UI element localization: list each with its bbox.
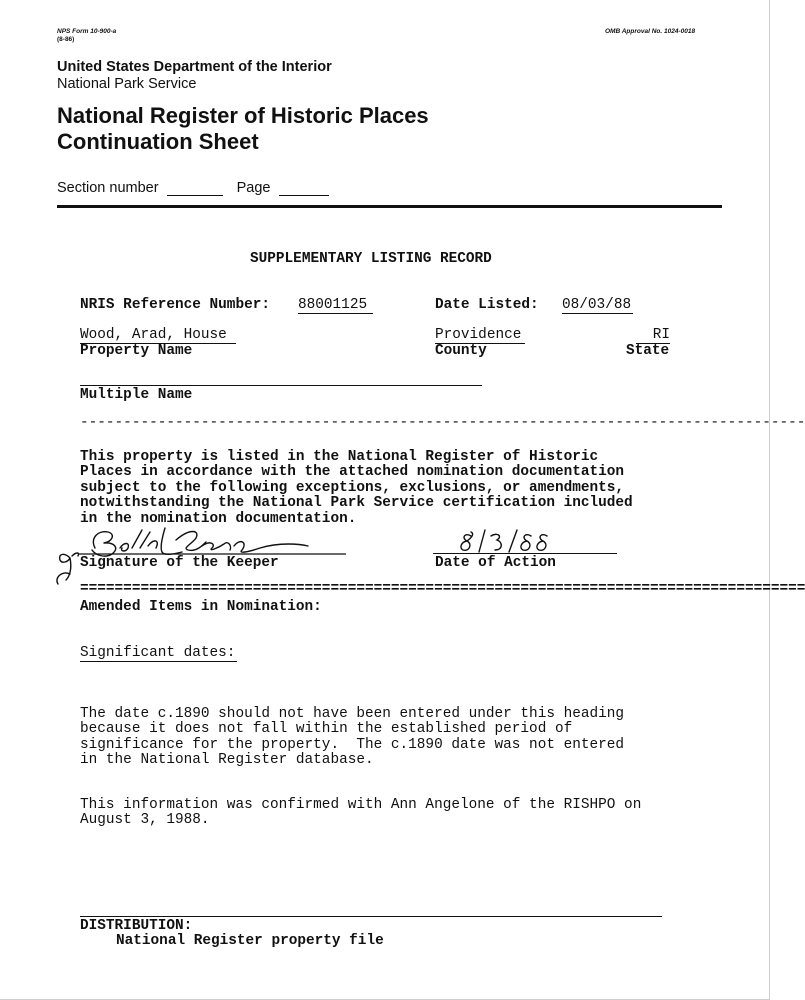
property-name-value: Wood, Arad, House — [80, 328, 236, 344]
form-subtitle: Continuation Sheet — [57, 129, 259, 154]
signature-label: Signature of the Keeper — [80, 555, 279, 571]
distribution-label: DISTRIBUTION: — [80, 918, 193, 934]
form-number: NPS Form 10-900-a — [57, 28, 117, 35]
form-revision: (8-86) — [57, 36, 75, 43]
section-number-field — [57, 180, 329, 196]
paragraph-line: because it does not fall within the established period of — [80, 721, 573, 737]
header-rule — [57, 205, 722, 208]
paragraph-line: August 3, 1988. — [80, 812, 210, 828]
handwritten-date — [455, 528, 575, 556]
amendment-paragraph-2 — [80, 782, 641, 844]
statement-line: Places in accordance with the attached nomination documentation — [80, 464, 625, 480]
nris-value: 88001125 — [298, 298, 373, 314]
amended-items-heading: Amended Items in Nomination: — [80, 599, 322, 615]
multiple-name-line — [80, 385, 482, 386]
paragraph-line: This information was confirmed with Ann Angelone of the RISHPO on — [80, 796, 642, 813]
section-number-label: Section number — [57, 180, 159, 196]
agency-name: National Park Service — [57, 76, 197, 92]
paragraph-line: The date c.1890 should not have been entered under this heading — [80, 705, 625, 722]
section-number-blank — [167, 181, 223, 196]
state-value: RI — [636, 328, 670, 344]
omb-approval: OMB Approval No. 1024-0018 — [605, 28, 696, 35]
statement-line: This property is listed in the National Register of Historic — [80, 448, 599, 465]
dashed-separator: ------------------------------------------------------------------------------------ — [80, 415, 805, 431]
significant-dates-heading: Significant dates: — [80, 645, 236, 661]
statement-line: subject to the following exceptions, exclusions, or amendments, — [80, 479, 625, 496]
county-label: County — [435, 343, 487, 359]
page-label: Page — [236, 180, 271, 196]
date-of-action-label: Date of Action — [435, 555, 556, 571]
double-separator: ==================================================================================== — [80, 581, 805, 597]
county-value: Providence — [435, 328, 525, 344]
property-name-label: Property Name — [80, 343, 193, 359]
paragraph-line: in the National Register database. — [80, 752, 374, 768]
amendment-paragraph-1 — [80, 691, 624, 784]
state-label: State — [626, 343, 670, 359]
date-listed-value: 08/03/88 — [562, 297, 632, 313]
paragraph-line: significance for the property. The c.1890 date was not entered — [80, 736, 625, 753]
statement-line: in the nomination documentation. — [80, 510, 357, 527]
form-title: National Register of Historic Places — [57, 103, 429, 128]
distribution-rule — [80, 916, 662, 917]
nris-label: NRIS Reference Number: — [80, 297, 270, 313]
distribution-item: National Register property file — [116, 933, 384, 949]
date-listed-label: Date Listed: — [435, 297, 539, 313]
page-blank — [279, 181, 329, 196]
record-heading: SUPPLEMENTARY LISTING RECORD — [250, 251, 492, 267]
department-name: United States Department of the Interior — [57, 59, 332, 75]
multiple-name-label: Multiple Name — [80, 387, 193, 403]
statement-line: notwithstanding the National Park Service certification included — [80, 495, 633, 511]
